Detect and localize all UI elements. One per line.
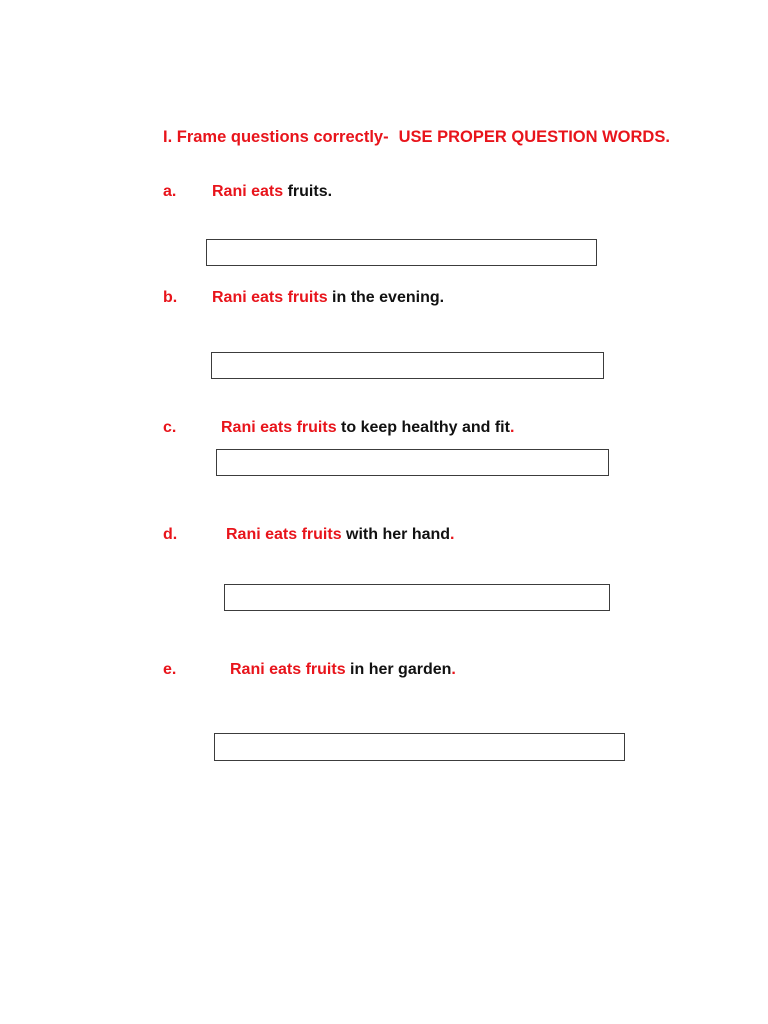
sentence-rest: in the evening. — [327, 289, 445, 306]
answer-input-d[interactable] — [224, 584, 610, 611]
sentence-end: . — [450, 526, 455, 543]
heading-instruction: I. Frame questions correctly- — [163, 128, 389, 146]
answer-input-e[interactable] — [214, 733, 625, 761]
sentence-rest: in her garden — [345, 661, 452, 678]
item-sentence — [230, 661, 456, 679]
item-letter: d. — [163, 526, 178, 543]
sentence-rest: fruits. — [283, 183, 333, 200]
sentence-subject: Rani eats fruits — [226, 526, 342, 543]
sentence-subject: Rani eats fruits — [212, 289, 328, 306]
heading-emphasis: USE PROPER QUESTION WORDS. — [398, 128, 670, 146]
sentence-subject: Rani eats fruits — [221, 419, 337, 436]
item-sentence — [221, 419, 514, 437]
sentence-rest: to keep healthy and fit — [336, 419, 510, 436]
item-sentence — [212, 289, 444, 307]
item-letter: b. — [163, 289, 178, 306]
item-letter: e. — [163, 661, 177, 678]
sentence-subject: Rani eats fruits — [230, 661, 346, 678]
item-letter: a. — [163, 183, 177, 200]
sentence-end: . — [451, 661, 456, 678]
sentence-subject: Rani eats — [212, 183, 284, 200]
item-sentence — [212, 183, 332, 201]
item-letter: c. — [163, 419, 177, 436]
item-sentence — [226, 526, 455, 544]
sentence-end: . — [509, 419, 515, 436]
answer-input-a[interactable] — [206, 239, 597, 266]
worksheet-heading — [163, 128, 670, 147]
sentence-rest: with her hand — [341, 526, 451, 543]
answer-input-c[interactable] — [216, 449, 609, 476]
answer-input-b[interactable] — [211, 352, 604, 379]
